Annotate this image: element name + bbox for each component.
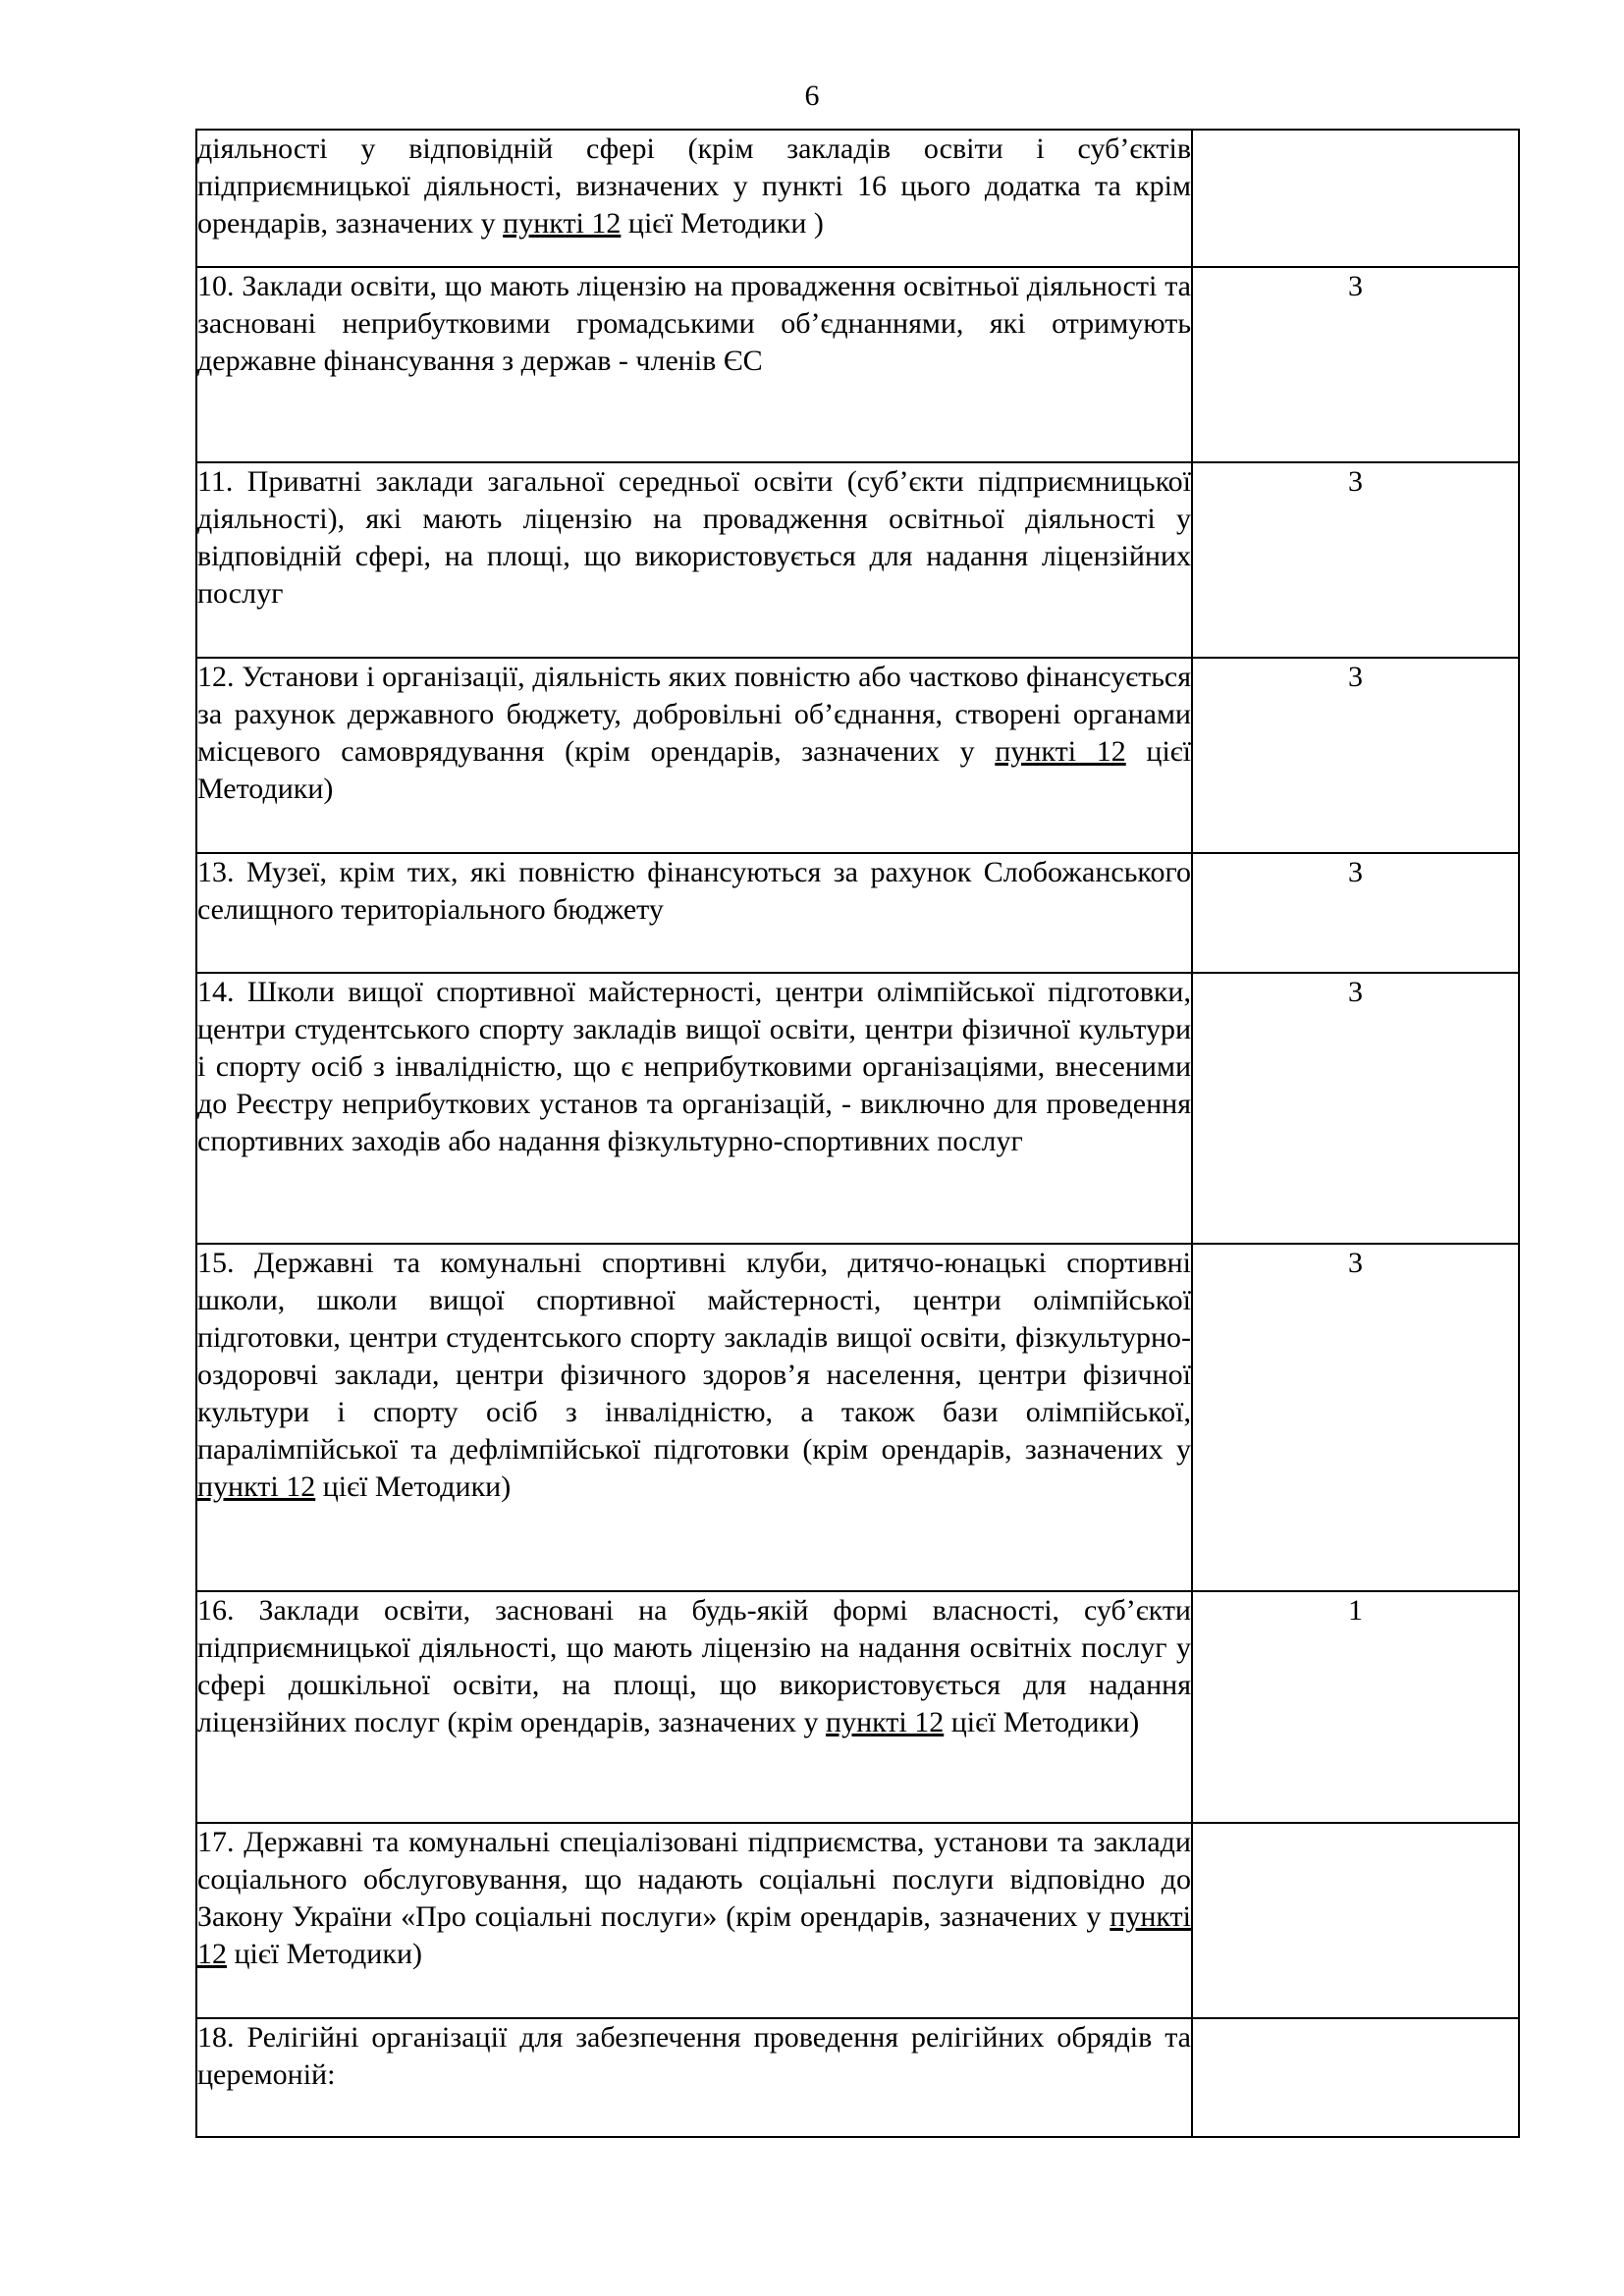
row-text: 16. Заклади освіти, засновані на будь-якій формі власності, суб’єкти підприємницької діяльності, що мають ліцензію на надання освітніх послуг у сфері дошкільної освіти, на площі, що використовується для надання ліцензійних послуг (крім орендарів, зазначених у (197, 1594, 1191, 1738)
row-text-tail: цієї Методики ) (621, 207, 824, 240)
reference-link[interactable]: пункті 12 (995, 735, 1126, 768)
table-row (196, 1823, 1519, 2018)
row-text-tail: цієї Методики) (227, 1938, 422, 1970)
row-value: 3 (1192, 973, 1519, 1244)
row-text: 10. Заклади освіти, що мають ліцензію на провадження освітньої діяльності та засновані неприбутковими громадськими об’єднаннями, які отримують державне фінансування з держав - членів ЄС (197, 270, 1191, 377)
row-value (1192, 2018, 1519, 2137)
row-text: 14. Школи вищої спортивної майстерності, центри олімпійської підготовки, центри студентського спорту закладів вищої освіти, центри фізичної культури і спорту осіб з інвалідністю, що є неприбутковими організаціями, внесеними до Реєстру неприбуткових установ та організацій, - виключно для проведення спортивних заходів або надання фізкультурно-спортивних послуг (197, 976, 1191, 1157)
row-description (196, 853, 1192, 973)
row-text-tail: цієї Методики) (944, 1706, 1140, 1738)
table-row (196, 1591, 1519, 1823)
row-text: 15. Державні та комунальні спортивні клуби, дитячо-юнацькі спортивні школи, школи вищої спортивної майстерності, центри олімпійської підготовки, центри студентського спорту закладів вищої освіти, фізкультурно-оздоровчі заклади, центри фізичного здоров’я населення, центри фізичної культури і спорту осіб з інвалідністю, а також бази олімпійської, паралімпійської та дефлімпійської підготовки (крім орендарів, зазначених у (197, 1247, 1191, 1466)
row-description (196, 1591, 1192, 1823)
row-description (196, 267, 1192, 462)
row-value: 3 (1192, 267, 1519, 462)
reference-link[interactable]: пункті 12 (197, 1470, 316, 1503)
row-description (196, 658, 1192, 853)
row-value: 3 (1192, 853, 1519, 973)
row-description (196, 1244, 1192, 1591)
row-description (196, 130, 1192, 267)
row-description (196, 973, 1192, 1244)
row-value: 3 (1192, 462, 1519, 658)
table-row (196, 2018, 1519, 2137)
reference-link[interactable]: пункті 12 (503, 207, 622, 240)
table-row (196, 658, 1519, 853)
row-text-tail: цієї Методики) (315, 1470, 512, 1503)
table-row (196, 462, 1519, 658)
table-row (196, 130, 1519, 267)
row-description (196, 462, 1192, 658)
row-value: 1 (1192, 1591, 1519, 1823)
page-number: 6 (804, 80, 820, 112)
row-description (196, 2018, 1192, 2137)
reference-link[interactable]: пункті 12 (826, 1706, 945, 1738)
reference-link[interactable]: пункті 12 (197, 1900, 1191, 1970)
row-value: 3 (1192, 658, 1519, 853)
row-text: 11. Приватні заклади загальної середньої освіти (суб’єкти підприємницької діяльності), які мають ліцензію на провадження освітньої діяльності у відповідній сфері, на площі, що використовується для надання ліцензійних послуг (197, 465, 1191, 610)
table-row (196, 267, 1519, 462)
row-text: 18. Релігійні організації для забезпечення проведення релігійних обрядів та церемоній: (197, 2021, 1191, 2091)
table-row (196, 853, 1519, 973)
row-description (196, 1823, 1192, 2018)
row-text: 13. Музеї, крім тих, які повністю фінансуються за рахунок Слобожанського селищного територіального бюджету (197, 856, 1191, 926)
row-text-tail: цієї Методики) (197, 735, 1192, 805)
rates-table (195, 129, 1520, 2138)
row-value: 3 (1192, 1244, 1519, 1591)
row-value (1192, 1823, 1519, 2018)
table-row (196, 973, 1519, 1244)
table-row (196, 1244, 1519, 1591)
row-text: 17. Державні та комунальні спеціалізовані підприємства, установи та заклади соціального обслуговування, що надають соціальні послуги відповідно до Закону України «Про соціальні послуги» (крім орендарів, зазначених у (197, 1826, 1191, 1933)
row-text: діяльності у відповідній сфері (крім закладів освіти і суб’єктів підприємницької діяльності, визначених у пункті 16 цього додатка та крім орендарів, зазначених у (197, 133, 1191, 240)
row-value (1192, 130, 1519, 267)
row-text: 12. Установи і організації, діяльність яких повністю або частково фінансується за рахунок державного бюджету, добровільні об’єднання, створені органами місцевого самоврядування (крім орендарів, зазначених у (197, 661, 1191, 768)
